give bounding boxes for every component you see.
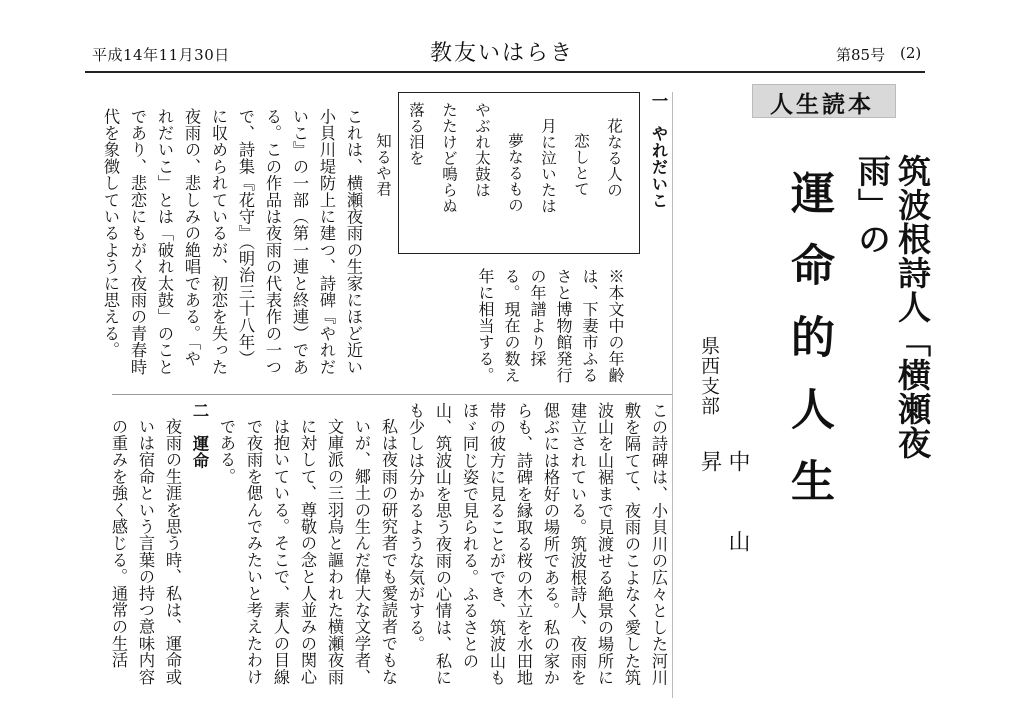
page-number: (2) [900,44,922,62]
author-name: 中山 昇 [697,450,750,690]
poem-line: 花なる人の [605,117,623,198]
poem [374,102,630,250]
poem-line: 恋しとて [572,133,590,197]
poem-line: 月に泣いたは [539,117,557,214]
poem-line: 知るや君 [374,133,392,197]
paragraph: これは、横瀬夜雨の生家にほど近い小貝川堤防上に建つ、詩碑『やれだいこ』の一部（第一連と終連）である。この作品は夜雨の代表作の一つで、詩集『花守』（明治三十八年）に収められているが、初恋を失った夜雨の、悲しみの絶唱である。「やれだいこ」とは「破れ太鼓」のことであり、悲恋にもがく夜雨の青春時代を象徴しているように思える。 [101,108,363,376]
lower-text-block [109,402,672,698]
poem-line: 夢なるもの [506,133,524,213]
issue-date: 平成14年11月30日 [92,46,230,64]
article-title: 筑波根詩人「横瀬夜雨」の [853,154,932,460]
issue-number: 第85号 [836,46,886,64]
poem-line: 落る泪を [407,102,425,166]
author-branch: 県西支部 [698,336,720,416]
column-divider [672,92,673,698]
paragraph: この詩碑は、小貝川の広々とした河川敷を隔てて、夜雨のこよなく愛した筑波山を山裾まで見渡せる絶景の場所に建立されている。筑波根詩人、夜雨を偲ぶには格好の場所である。私の家からも、詩碑を縁取る桜の木立を水田地帯の彼方に見ることができ、筑波山もほゞ同じ姿で見られる。ふるさとの山、筑波山を思う夜雨の心情は、私にも少しは分かるような気がする。 [406,402,668,686]
newsletter-title: 教友いはらき [430,41,575,66]
article-subtitle: 運命的人生 [783,170,834,530]
poem-line: たたけど鳴らぬ [440,102,458,214]
paragraph: 私は夜雨の研究者でも愛読者でもないが、郷土の生んだ偉大な文学者、文庫派の三羽烏と謳われた横瀬夜雨に対して、尊敬の念と人並みの関心は抱いている。そこで、素人の目線で夜雨を偲んでみたいと考えたわけである。 [217,418,398,686]
column-badge: 人生読本 [770,92,874,118]
header-rule [85,71,925,73]
section-divider [112,394,672,395]
section-heading: 一 やれだいこ [649,92,668,209]
poem-line: やぶれ太鼓は [473,102,491,198]
page-header [0,0,1024,70]
paragraph: 夜雨の生涯を思う時、私は、運命或いは宿命という言葉の持つ意味内容の重みを強く感じる。通常の生活 [109,418,182,686]
section-heading: 二 運命 [190,402,209,469]
footnote: ※本文中の年齢は、下妻市ふるさと博物館発行の年譜より採る。現在の数え年に相当する。 [476,268,625,384]
